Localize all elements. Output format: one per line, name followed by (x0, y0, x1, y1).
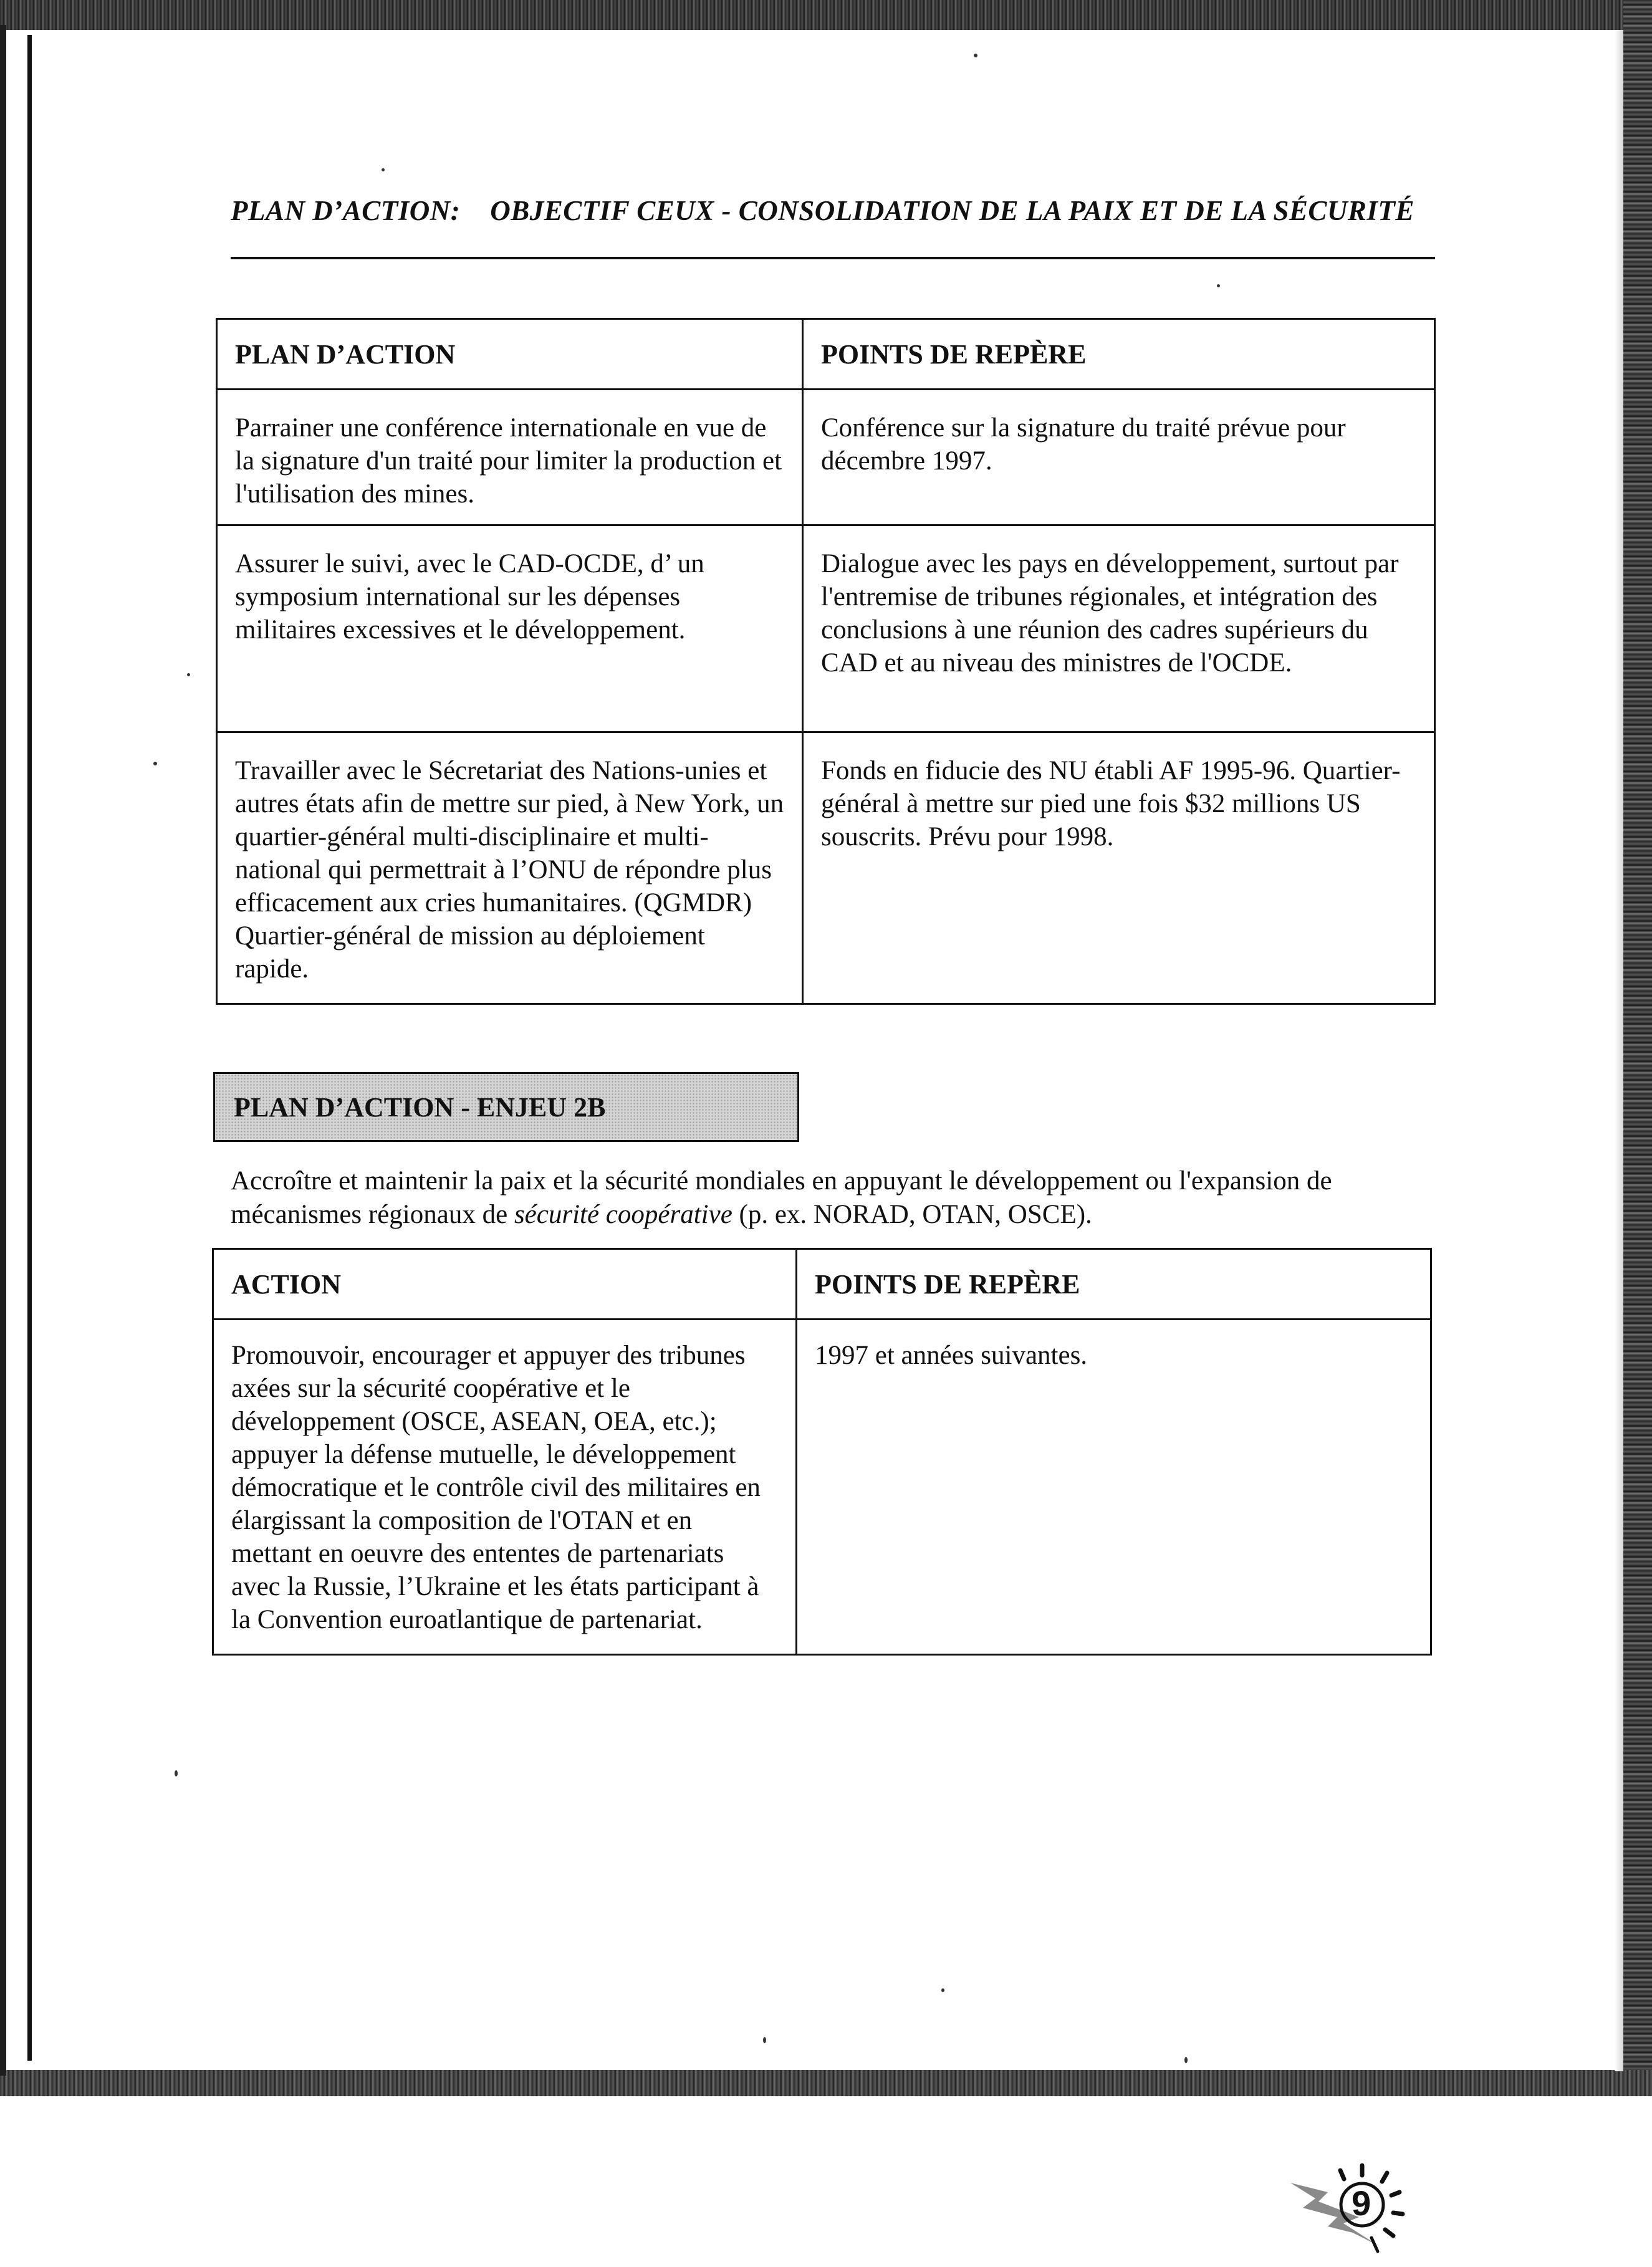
table-row (213, 1320, 1431, 1655)
scan-speck (1184, 2057, 1188, 2063)
page-number: 9 (1352, 2183, 1371, 2223)
page-number-badge (1284, 2158, 1428, 2264)
benchmark-cell: Fonds en fiducie des NU établi AF 1995-96. Quartier-général à mettre sur pied une fois $32 millions US souscrits. Prévu pour 1998. (803, 732, 1435, 1004)
goal-text-end: (p. ex. NORAD, OTAN, OSCE). (732, 1200, 1092, 1229)
issue-action-table (212, 1248, 1432, 1656)
running-header-right: OBJECTIF CEUX - CONSOLIDATION DE LA PAIX ET DE LA SÉCURITÉ (490, 195, 1414, 226)
issue-heading-box (213, 1072, 799, 1142)
benchmark-cell: 1997 et années suivantes. (797, 1320, 1431, 1655)
action-plan-table (216, 318, 1436, 1005)
scan-border-bottom (0, 2070, 1652, 2096)
issue-goal-statement (231, 1164, 1434, 1232)
scan-speck (187, 673, 190, 676)
issue-heading: PLAN D’ACTION - ENJEU 2B (234, 1092, 606, 1123)
scan-speck (153, 762, 157, 765)
scan-speck (382, 168, 385, 171)
column-header-action: PLAN D’ACTION (217, 319, 803, 390)
action-cell: Promouvoir, encourager et appuyer des tribunes axées sur la sécurité coopérative et le développement (OSCE, ASEAN, OEA, etc.); appuyer la défense mutuelle, le développement démocratique et le contrôle civil des militaires en élargissant la composition de l'OTAN et en mettant en oeuvre des ententes de partenariats avec la Russie, l’Ukraine et les états participant à la Convention euroatlantique de partenariat. (213, 1320, 797, 1655)
goal-text-start: Accroître et maintenir la paix et la sécurité mondiales en appuyant le développement ou l'expansion de mécanismes régionaux de (231, 1166, 1332, 1229)
running-header-left: PLAN D’ACTION: (231, 195, 461, 226)
scan-speck (175, 1770, 178, 1776)
action-cell: Parrainer une conférence internationale en vue de la signature d'un traité pour limiter la production et l'utilisation des mines. (217, 390, 803, 525)
benchmark-cell: Conférence sur la signature du traité prévue pour décembre 1997. (803, 390, 1435, 525)
running-header (231, 194, 1440, 227)
column-header-action: ACTION (213, 1249, 797, 1320)
benchmark-cell: Dialogue avec les pays en développement, surtout par l'entremise de tribunes régionales, et intégration des conclusions à une réunion des cadres supérieurs du CAD et au niveau des ministres de l'OCDE. (803, 525, 1435, 732)
scan-speck (763, 2037, 766, 2043)
page-edge-shadow (1615, 30, 1623, 2071)
scan-speck (1217, 284, 1220, 287)
column-header-benchmarks: POINTS DE REPÈRE (797, 1249, 1431, 1320)
column-header-benchmarks: POINTS DE REPÈRE (803, 319, 1435, 390)
page-edge-line (27, 35, 32, 2061)
action-cell: Assurer le suivi, avec le CAD-OCDE, d’ un symposium international sur les dépenses militaires excessives et le développement. (217, 525, 803, 732)
header-rule (231, 257, 1435, 259)
goal-text-emphasis: sécurité coopérative (514, 1200, 732, 1229)
scan-speck (941, 1988, 944, 1992)
table-header-row (213, 1249, 1431, 1320)
scan-border-right (1623, 0, 1652, 2096)
table-row (217, 390, 1435, 525)
action-cell: Travailler avec le Sécretariat des Nations-unies et autres états afin de mettre sur pied, à New York, un quartier-général multi-disciplinaire et multi-national qui permettrait à l’ONU de répondre plus efficacement aux cries humanitaires. (QGMDR) Quartier-général de mission au déploiement rapide. (217, 732, 803, 1004)
table-header-row (217, 319, 1435, 390)
scan-speck (974, 54, 977, 57)
scan-border-top (0, 0, 1652, 30)
table-row (217, 525, 1435, 732)
table-row (217, 732, 1435, 1004)
scan-border-left (0, 25, 6, 2076)
